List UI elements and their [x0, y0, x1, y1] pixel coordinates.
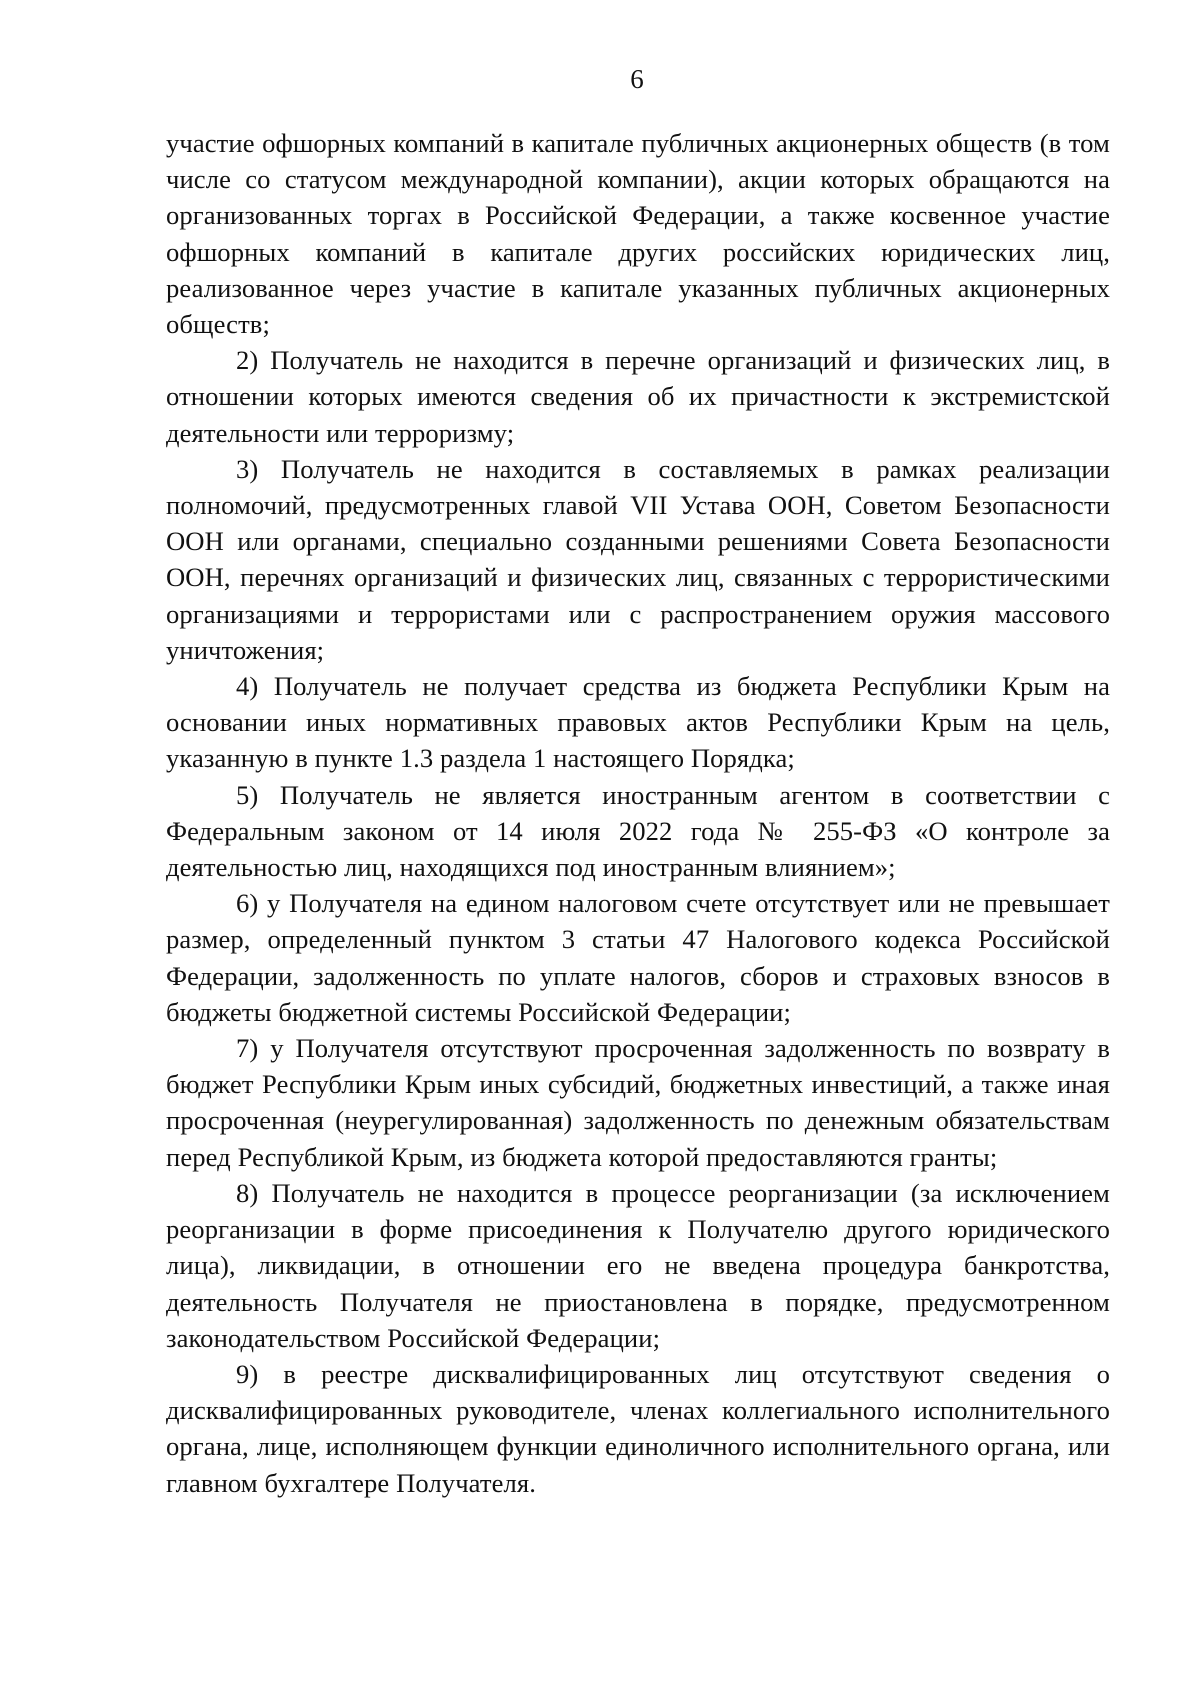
page-number: 6	[630, 64, 644, 94]
paragraph-item-3: 3) Получатель не находится в составляемых в рамках реализации полномочий, предусмотренных главой VII Устава ООН, Советом Безопасности ООН или органами, специально созданными решениями Совета Безопасности ООН, перечнях организаций и физических лиц, связанных с террористическими организациями и террористами или с распространением оружия массового уничтожения;	[166, 453, 1110, 665]
paragraph-item-7: 7) у Получателя отсутствуют просроченная задолженность по возврату в бюджет Республики Крым иных субсидий, бюджетных инвестиций, а также иная просроченная (неурегулированная) задолженность по денежным обязательствам перед Республикой Крым, из бюджета которой предоставляются гранты;	[166, 1033, 1110, 1172]
paragraph-item-9: 9) в реестре дисквалифицированных лиц отсутствуют сведения о дисквалифицированных руководителе, членах коллегиального исполнительного органа, лице, исполняющем функции единоличного исполнительного органа, или главном бухгалтере Получателя.	[166, 1358, 1110, 1498]
paragraph-continuation: участие офшорных компаний в капитале публичных акционерных обществ (в том числе со статусом международной компании), акции которых обращаются на организованных торгах в Российской Федерации, а также косвенное участие офшорных компаний в капитале других российских юридических лиц, реализованное через участие в капитале указанных публичных акционерных обществ;	[166, 128, 1110, 340]
paragraph-item-2: 2) Получатель не находится в перечне организаций и физических лиц, в отношении которых имеются сведения об их причастности к экстремистской деятельности или терроризму;	[166, 345, 1110, 448]
paragraph-item-4: 4) Получатель не получает средства из бюджета Республики Крым на основании иных нормативных правовых актов Республики Крым на цель, указанную в пункте 1.3 раздела 1 настоящего Порядка;	[166, 671, 1110, 774]
document-body	[166, 125, 1110, 1501]
paragraph-item-5: 5) Получатель не является иностранным агентом в соответствии с Федеральным законом от 14 июля 2022 года № 255-ФЗ «О контроле за деятельностью лиц, находящихся под иностранным влиянием»;	[166, 779, 1110, 883]
paragraph-item-8: 8) Получатель не находится в процессе реорганизации (за исключением реорганизации в форме присоединения к Получателю другого юридического лица), ликвидации, в отношении его не введена процедура банкротства, деятельность Получателя не приостановлена в порядке, предусмотренном законодательством Российской Федерации;	[166, 1177, 1110, 1353]
paragraph-item-6: 6) у Получателя на едином налоговом счете отсутствует или не превышает размер, определенный пунктом 3 статьи 47 Налогового кодекса Российской Федерации, задолженность по уплате налогов, сборов и страховых взносов в бюджеты бюджетной системы Российской Федерации;	[166, 888, 1110, 1027]
